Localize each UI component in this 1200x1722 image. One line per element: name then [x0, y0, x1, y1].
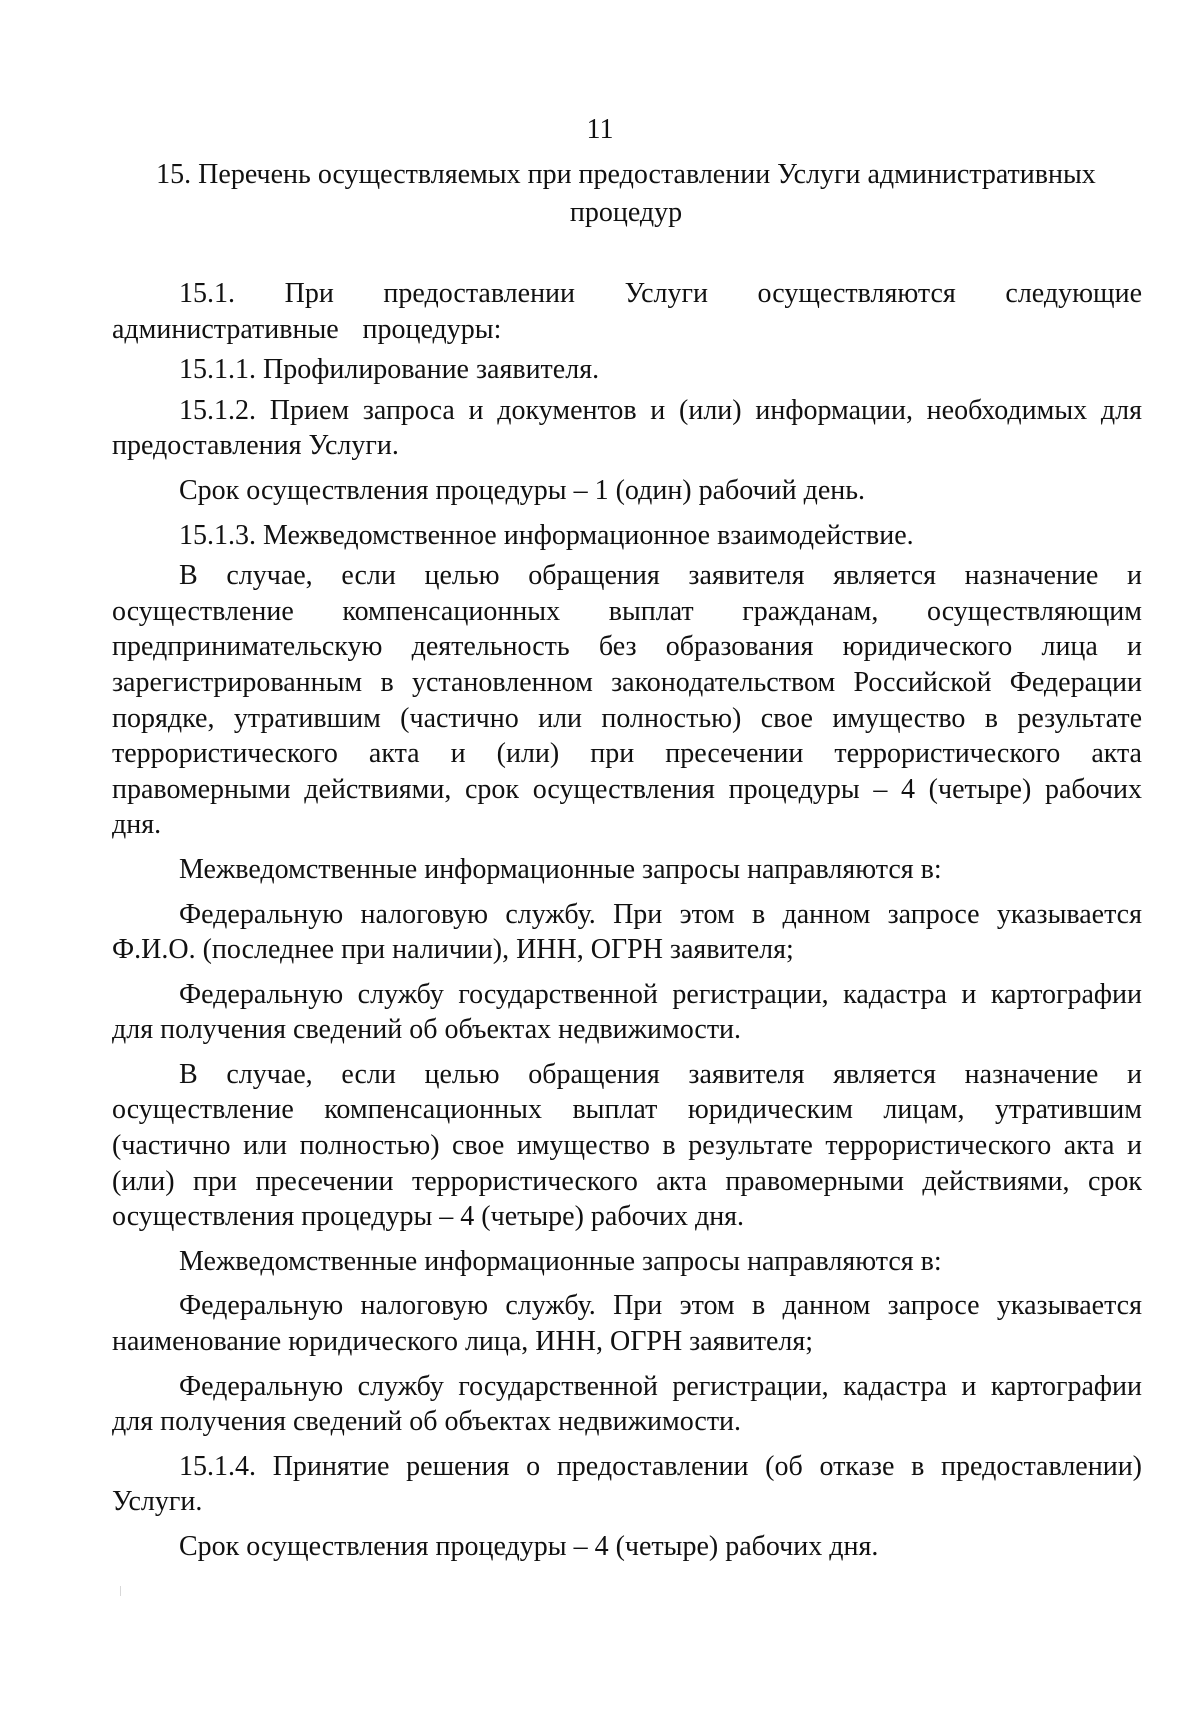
section-title: 15. Перечень осуществляемых при предоставлении Услуги административных процедур	[156, 159, 1096, 228]
paragraph-15-1-4: 15.1.4. Принятие решения о предоставлении (об отказе в предоставлении) Услуги.	[112, 1450, 1142, 1518]
paragraph-term-1-day: Срок осуществления процедуры – 1 (один) рабочий день.	[179, 474, 866, 506]
paragraph-15-1-2: 15.1.2. Прием запроса и документов и (или) информации, необходимых для предоставления Услуги.	[112, 394, 1142, 462]
paragraph-tax-service-2: Федеральную налоговую службу. При этом в данном запросе указывается наименование юридического лица, ИНН, ОГРН заявителя;	[112, 1290, 1142, 1358]
paragraph-tax-service-1: Федеральную налоговую службу. При этом в данном запросе указывается Ф.И.О. (последнее при наличии), ИНН, ОГРН заявителя;	[112, 898, 1142, 966]
paragraph-requests-intro-1: Межведомственные информационные запросы направляются в:	[179, 853, 942, 885]
paragraph-rosreestr-2: Федеральную службу государственной регистрации, кадастра и картографии для получения сведений об объектах недвижимости.	[112, 1370, 1142, 1438]
paragraph-15-1: 15.1. При предоставлении Услуги осуществляются следующие административные процедуры:	[112, 278, 1142, 345]
paragraph-requests-intro-2: Межведомственные информационные запросы направляются в:	[179, 1245, 942, 1277]
scan-mark	[120, 1586, 121, 1596]
page-number: 11	[586, 114, 614, 145]
document-body	[112, 276, 1142, 1565]
paragraph-15-1-3: 15.1.3. Межведомственное информационное взаимодействие.	[179, 519, 914, 551]
paragraph-15-1-1: 15.1.1. Профилирование заявителя.	[179, 354, 600, 386]
paragraph-case-legal-entities: В случае, если целью обращения заявителя является назначение и осуществление компенсационных выплат юридическим лицам, утратившим (частично или полностью) свое имущество в результате террористического акта и (или) при пресечении террористического акта правомерными действиями, срок осуществления процедуры – 4 (четыре) рабочих дня.	[112, 1058, 1142, 1233]
paragraph-term-4-days: Срок осуществления процедуры – 4 (четыре) рабочих дня.	[179, 1531, 879, 1562]
paragraph-rosreestr-1: Федеральную службу государственной регистрации, кадастра и картографии для получения сведений об объектах недвижимости.	[112, 978, 1142, 1046]
paragraph-case-citizens: В случае, если целью обращения заявителя является назначение и осуществление компенсационных выплат гражданам, осуществляющим предпринимательскую деятельность без образования юридического лица и зарегистрированным в установленном законодательством Российской Федерации порядке, утратившим (частично или полностью) свое имущество в результате террористического акта и (или) при пресечении террористического акта правомерными действиями, срок осуществления процедуры – 4 (четыре) рабочих дня.	[112, 560, 1142, 841]
